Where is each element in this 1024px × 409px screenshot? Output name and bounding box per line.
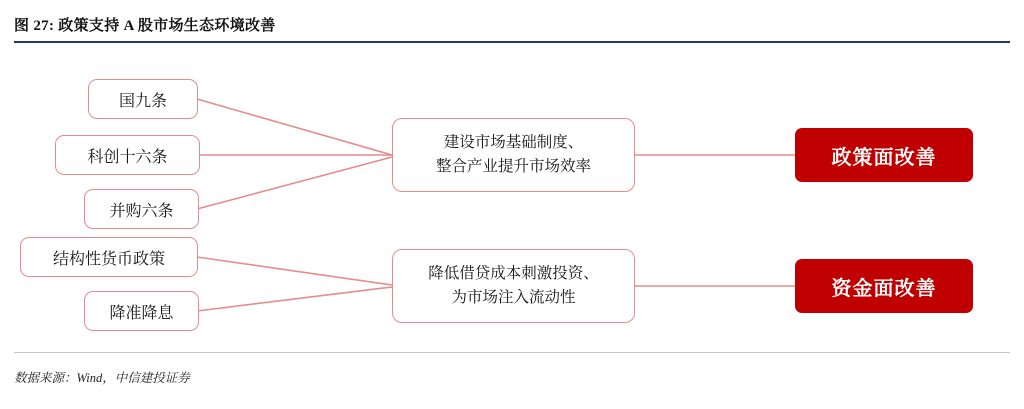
edge-n5-m2 — [197, 287, 392, 311]
edge-n3-m1 — [197, 157, 392, 209]
outcome-node-policy-improvement[interactable] — [795, 128, 973, 182]
flow-node-binggouliutiao[interactable] — [84, 189, 199, 229]
source-note: 数据来源：Wind，中信建投证券 — [14, 371, 190, 385]
flow-node-guojiutiao[interactable] — [88, 79, 198, 119]
flow-node-label: 结构性货币政策 — [52, 250, 165, 268]
outcome-node-liquidity-improvement[interactable] — [795, 259, 973, 313]
flow-node-label: 国九条 — [118, 92, 167, 110]
flow-node-jiangzhunjiangxi[interactable] — [84, 291, 199, 331]
flow-node-market-infrastructure[interactable] — [392, 118, 635, 192]
footer-divider — [14, 352, 1010, 353]
flow-node-label: 并购六条 — [109, 202, 174, 220]
flow-node-line-2: 整合产业提升市场效率 — [435, 158, 591, 175]
title-divider — [14, 41, 1010, 43]
flow-node-label: 降准降息 — [109, 304, 174, 322]
flow-node-line-1: 降低借贷成本刺激投资、 — [428, 264, 599, 282]
outcome-node-label: 资金面改善 — [831, 277, 937, 300]
flow-node-line-1: 建设市场基础制度、 — [443, 133, 584, 151]
flow-node-lower-funding-cost[interactable] — [392, 249, 635, 323]
page-title: 图 27: 政策支持 A 股市场生态环境改善 — [14, 18, 276, 34]
edge-n4-m2 — [197, 257, 392, 285]
flow-node-line-2: 为市场注入流动性 — [451, 289, 576, 306]
flow-node-jiegouxinghuobizhengce[interactable] — [20, 237, 198, 277]
diagram-canvas — [0, 45, 1024, 350]
edge-n1-m1 — [197, 99, 392, 155]
outcome-node-label: 政策面改善 — [831, 146, 937, 169]
flow-node-label: 科创十六条 — [87, 148, 168, 166]
flow-node-kechuangshiliutiao[interactable] — [55, 135, 200, 175]
